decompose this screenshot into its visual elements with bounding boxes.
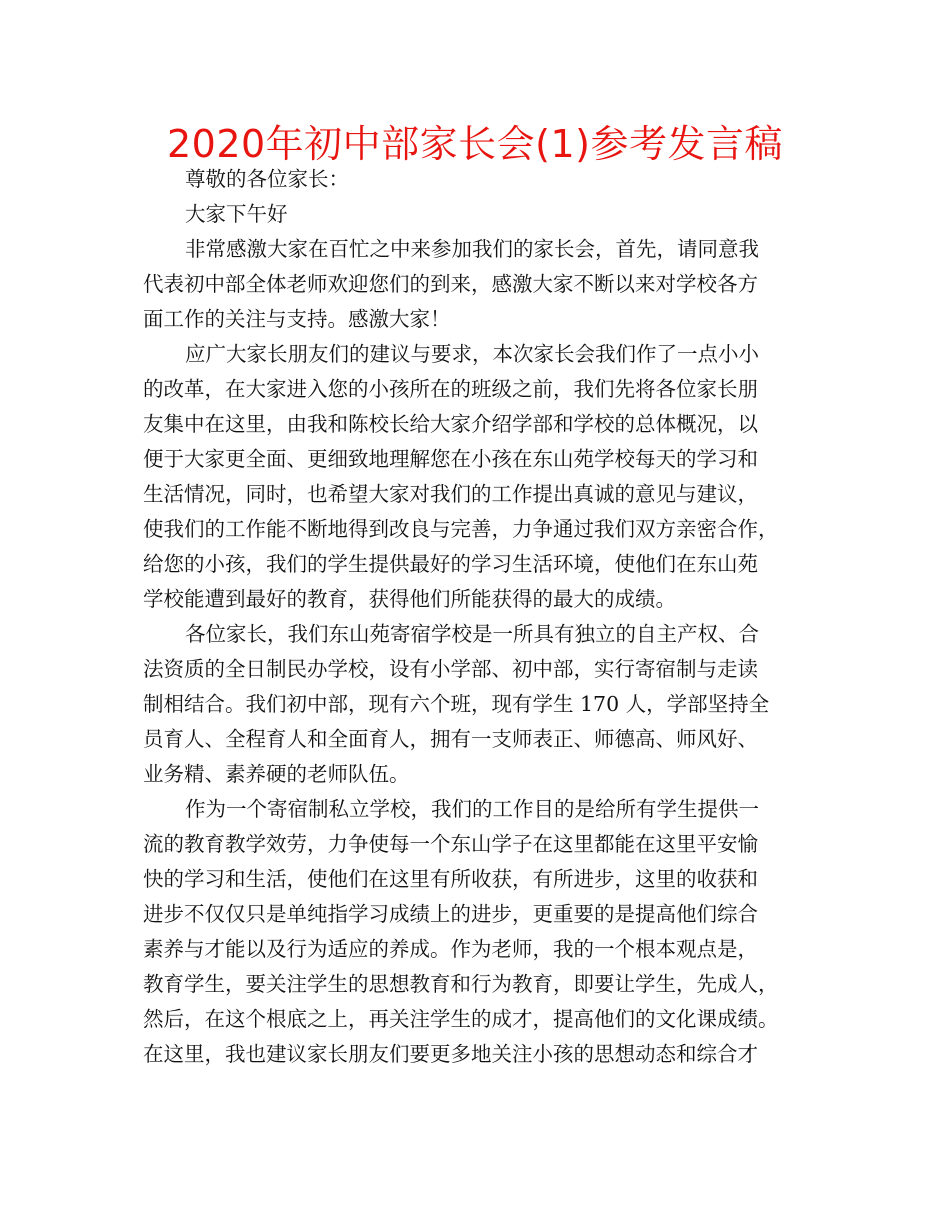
body-line: 使我们的工作能不断地得到改良与完善，力争通过我们双方亲密合作，: [143, 517, 779, 541]
body-line: 学校能遭到最好的教育，获得他们所能获得的最大的成绩。: [143, 587, 676, 611]
body-line: 面工作的关注与支持。感激大家！: [143, 307, 451, 331]
body-line: 快的学习和生活，使他们在这里有所收获，有所进步，这里的收获和: [143, 867, 758, 891]
body-line: 给您的小孩，我们的学生提供最好的学习生活环境，使他们在东山苑: [143, 552, 758, 576]
body-line: 大家下午好: [185, 202, 288, 226]
body-line: 素养与才能以及行为适应的养成。作为老师，我的一个根本观点是，: [143, 937, 758, 961]
body-line: 员育人、全程育人和全面育人，拥有一支师表正、师德高、师风好、: [143, 727, 758, 751]
body-line: 便于大家更全面、更细致地理解您在小孩在东山苑学校每天的学习和: [143, 447, 758, 471]
body-line: 代表初中部全体老师欢迎您们的到来，感激大家不断以来对学校各方: [143, 272, 758, 296]
body-line: 生活情况，同时，也希望大家对我们的工作提出真诚的意见与建议，: [143, 482, 758, 506]
body-line: 教育学生，要关注学生的思想教育和行为教育，即要让学生，先成人，: [143, 972, 779, 996]
body-line: 的改革，在大家进入您的小孩所在的班级之前，我们先将各位家长朋: [143, 377, 758, 401]
body-line: 法资质的全日制民办学校，设有小学部、初中部，实行寄宿制与走读: [143, 657, 758, 681]
body-line: 非常感激大家在百忙之中来参加我们的家长会，首先，请同意我: [185, 237, 759, 261]
document-body: [143, 162, 823, 1072]
body-line: 各位家长，我们东山苑寄宿学校是一所具有独立的自主产权、合: [185, 622, 759, 646]
body-line: 尊敬的各位家长：: [185, 167, 349, 191]
body-line: 然后，在这个根底之上，再关注学生的成才，提高他们的文化课成绩。: [143, 1007, 779, 1031]
body-line: 友集中在这里，由我和陈校长给大家介绍学部和学校的总体概况，以: [143, 412, 758, 436]
body-line: 进步不仅仅只是单纯指学习成绩上的进步，更重要的是提高他们综合: [143, 902, 758, 926]
body-line: 制相结合。我们初中部，现有六个班，现有学生 170 人，学部坚持全: [143, 692, 770, 716]
body-line: 流的教育教学效劳，力争使每一个东山学子在这里都能在这里平安愉: [143, 832, 758, 856]
body-line: 在这里，我也建议家长朋友们要更多地关注小孩的思想动态和综合才: [143, 1042, 758, 1066]
body-line: 作为一个寄宿制私立学校，我们的工作目的是给所有学生提供一: [185, 797, 759, 821]
body-line: 业务精、素养硬的老师队伍。: [143, 762, 410, 786]
document-title: 2020年初中部家长会(1)参考发言稿: [166, 122, 784, 166]
body-line: 应广大家长朋友们的建议与要求，本次家长会我们作了一点小小: [185, 342, 759, 366]
